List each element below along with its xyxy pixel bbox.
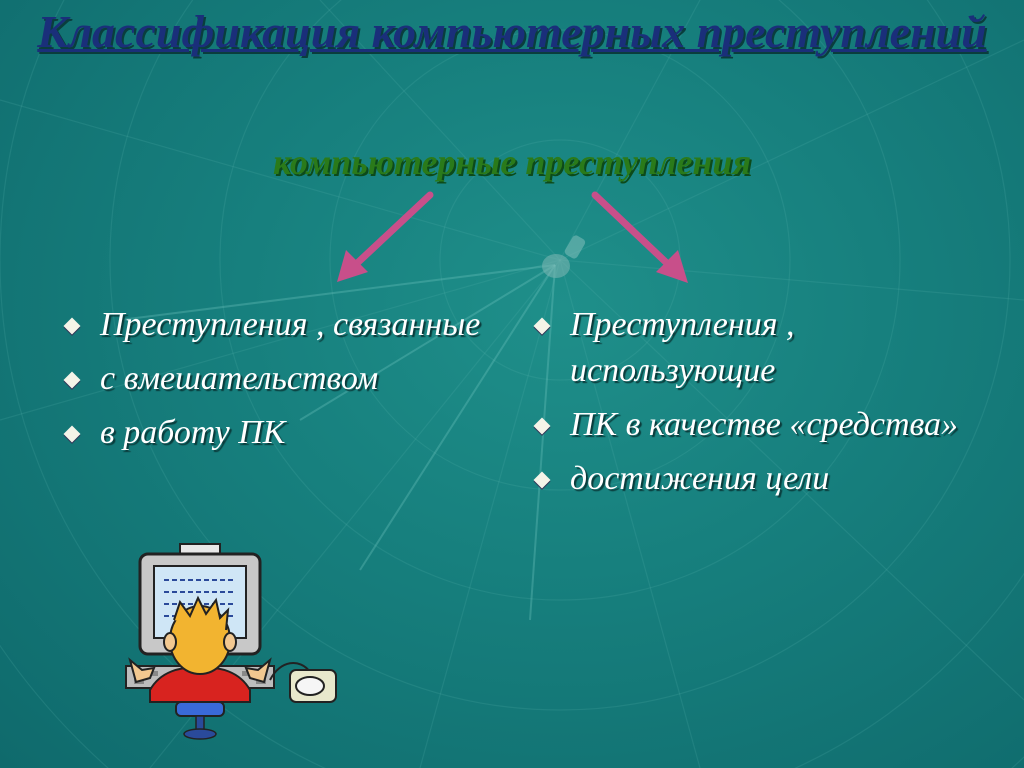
diamond-bullet-icon: [64, 426, 81, 443]
list-item-text: с вмешательством: [100, 360, 379, 397]
list-item: [62, 356, 482, 402]
right-bullet-list: [532, 302, 972, 510]
diamond-bullet-icon: [534, 418, 551, 435]
list-item: [62, 302, 482, 348]
list-item: [62, 410, 482, 456]
diamond-bullet-icon: [64, 318, 81, 335]
slide-title: Классификация компьютерных преступлений: [37, 6, 987, 57]
web-center-knob: [542, 234, 587, 278]
person-at-computer-icon: [120, 540, 340, 740]
list-item: [532, 302, 972, 394]
list-item-text: достижения цели: [570, 460, 830, 497]
list-item: [532, 456, 972, 502]
list-item-text: Преступления , связанные: [100, 306, 481, 343]
list-item: [532, 402, 972, 448]
diamond-bullet-icon: [534, 318, 551, 335]
list-item-text: Преступления , использующие: [570, 306, 795, 389]
diamond-bullet-icon: [534, 472, 551, 489]
list-item-text: ПК в качестве «средства»: [570, 406, 959, 443]
diamond-bullet-icon: [64, 372, 81, 389]
left-bullet-list: [62, 302, 482, 464]
list-item-text: в работу ПК: [100, 414, 286, 451]
slide-subtitle: компьютерные преступления: [273, 142, 751, 182]
